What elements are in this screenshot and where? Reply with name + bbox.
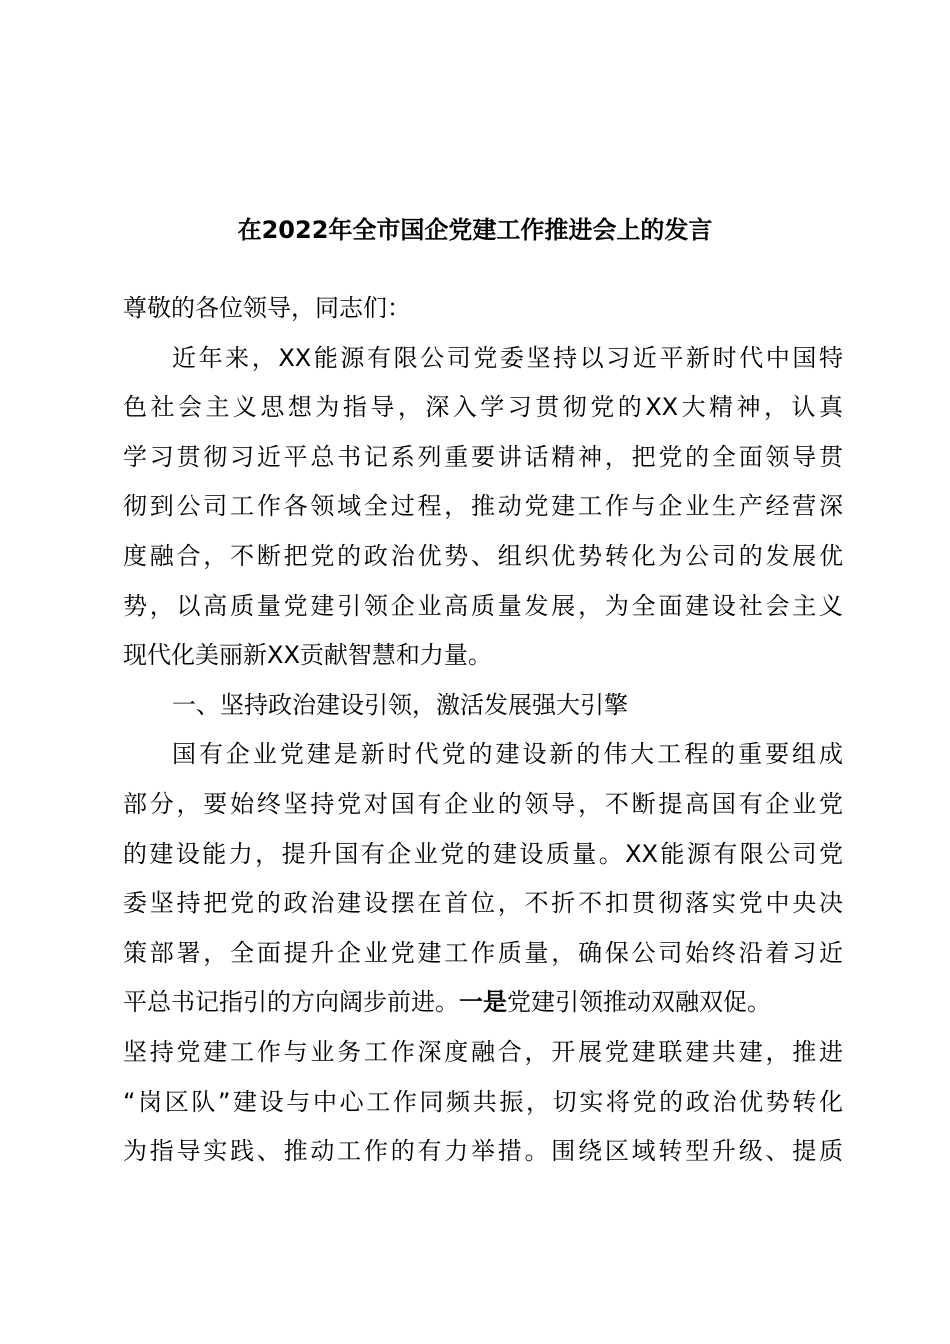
paragraph-line: 的建设能力，提升国有企业党的建设质量。XX能源有限公司党 [123, 839, 843, 868]
paragraph-line: 学习贯彻习近平总书记系列重要讲话精神，把党的全面领导贯 [123, 442, 843, 471]
bold-marker: 一是 [459, 988, 507, 1017]
paragraph-line: 现代化美丽新XX贡献智慧和力量。 [123, 641, 492, 670]
section-heading: 一、坚持政治建设引领，激活发展强大引擎 [172, 690, 628, 719]
salutation: 尊敬的各位领导，同志们： [123, 294, 411, 322]
paragraph-line: “岗区队”建设与中心工作同频共振，切实将党的政治优势转化 [123, 1087, 843, 1116]
paragraph-line: 国有企业党建是新时代党的建设新的伟大工程的重要组成 [172, 740, 843, 769]
document-body [123, 284, 843, 1177]
paragraph-line [123, 978, 843, 1028]
paragraph-line: 坚持党建工作与业务工作深度融合，开展党建联建共建，推进 [123, 1037, 843, 1066]
line-text: 平总书记指引的方向阔步前进。 [123, 988, 459, 1017]
paragraph-line: 委坚持把党的政治建设摆在首位，不折不扣贯彻落实党中央决 [123, 889, 843, 918]
paragraph-line: 彻到公司工作各领域全过程，推动党建工作与企业生产经营深 [123, 492, 843, 521]
paragraph-line: 度融合，不断把党的政治优势、组织优势转化为公司的发展优 [123, 541, 843, 570]
document-title: 在2022年全市国企党建工作推进会上的发言 [237, 216, 713, 244]
paragraph-line: 势，以高质量党建引领企业高质量发展，为全面建设社会主义 [123, 591, 843, 620]
paragraph-line: 为指导实践、推动工作的有力举措。围绕区域转型升级、提质 [123, 1137, 843, 1166]
paragraph-line: 策部署，全面提升企业党建工作质量，确保公司始终沿着习近 [123, 938, 843, 967]
line-text: 党建引领推动双融双促。 [507, 988, 771, 1017]
paragraph-line: 部分，要始终坚持党对国有企业的领导，不断提高国有企业党 [123, 789, 843, 818]
paragraph-line: 色社会主义思想为指导，深入学习贯彻党的XX大精神，认真 [123, 393, 843, 422]
paragraph-line: 近年来，XX能源有限公司党委坚持以习近平新时代中国特 [172, 343, 843, 372]
